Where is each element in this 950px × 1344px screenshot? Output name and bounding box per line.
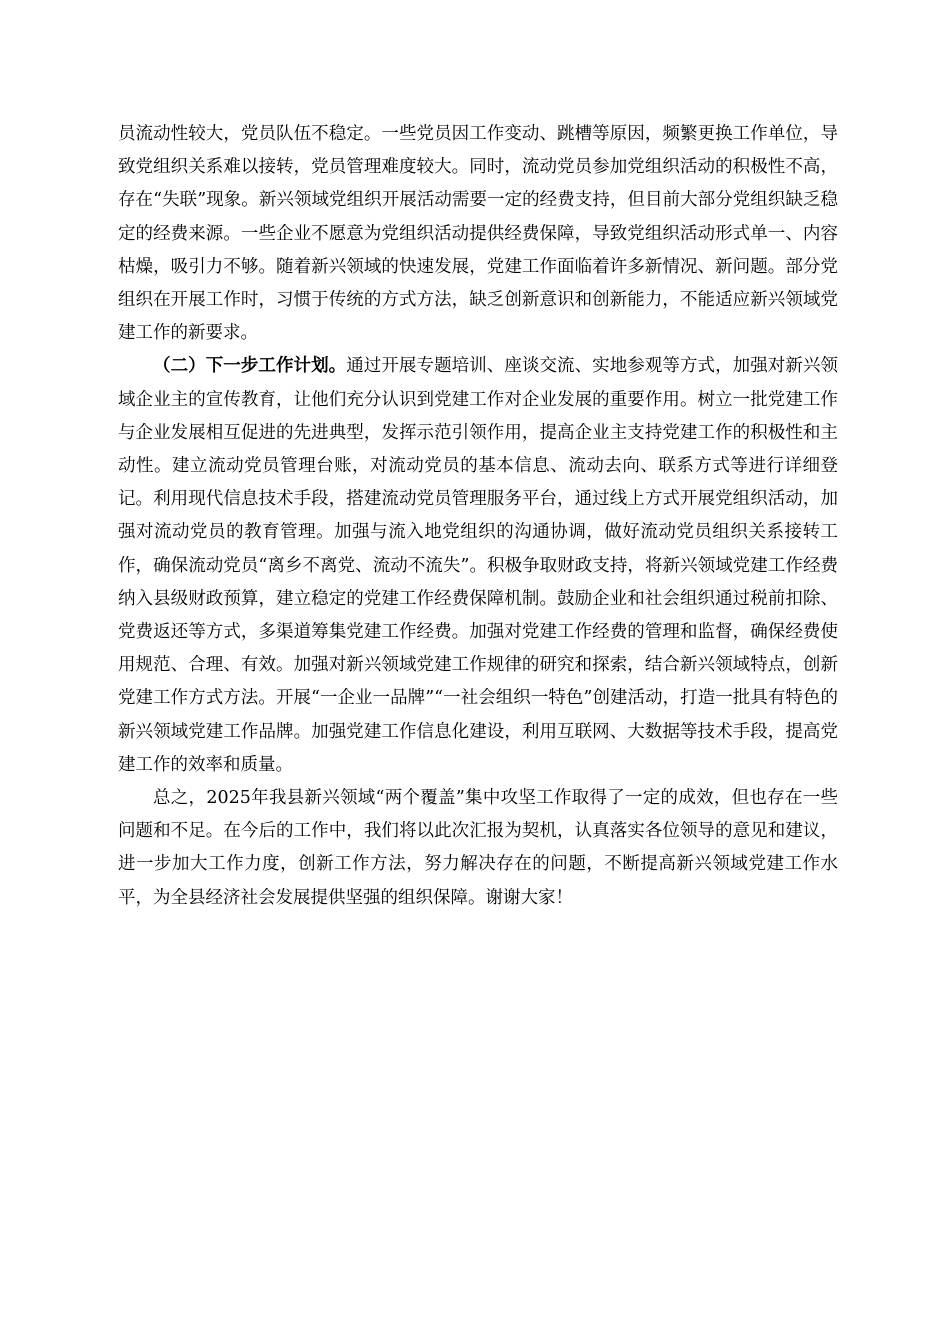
paragraph-text: 总之，2025年我县新兴领域“两个覆盖”集中攻坚工作取得了一定的成效，但也存在一些问题和不足。在今后的工作中，我们将以此次汇报为契机，认真落实各位领导的意见和建议，进一步加大工作力度，创新工作方法，努力解决存在的问题，不断提高新兴领域党建工作水平，为全县经济社会发展提供坚强的组织保障。谢谢大家！ xyxy=(118,788,838,908)
paragraph-text: 通过开展专题培训、座谈交流、实地参观等方式，加强对新兴领域企业主的宣传教育，让他们充分认识到党建工作对企业发展的重要作用。树立一批党建工作与企业发展相互促进的先进典型，发挥示范引领作用，提高企业主支持党建工作的积极性和主动性。建立流动党员管理台账，对流动党员的基本信息、流动去向、联系方式等进行详细登记。利用现代信息技术手段，搭建流动党员管理服务平台，通过线上方式开展党组织活动，加强对流动党员的教育管理。加强与流入地党组织的沟通协调，做好流动党员组织关系接转工作，确保流动党员“离乡不离党、流动不流失”。积极争取财政支持，将新兴领域党建工作经费纳入县级财政预算，建立稳定的党建工作经费保障机制。鼓励企业和社会组织通过税前扣除、党费返还等方式，多渠道筹集党建工作经费。加强对党建工作经费的管理和监督，确保经费使用规范、合理、有效。加强对新兴领域党建工作规律的研究和探索，结合新兴领域特点，创新党建工作方式方法。开展“一企业一品牌”“一社会组织一特色”创建活动，打造一批具有特色的新兴领域党建工作品牌。加强党建工作信息化建设，利用互联网、大数据等技术手段，提高党建工作的效率和质量。 xyxy=(118,356,839,775)
section-heading-next-step: （二）下一步工作计划。 xyxy=(153,356,347,377)
paragraph-text: 员流动性较大，党员队伍不稳定。一些党员因工作变动、跳槽等原因，频繁更换工作单位，导致党组织关系难以接转，党员管理难度较大。同时，流动党员参加党组织活动的积极性不高，存在“失联”现象。新兴领域党组织开展活动需要一定的经费支持，但目前大部分党组织缺乏稳定的经费来源。一些企业不愿意为党组织活动提供经费保障，导致党组织活动形式单一、内容枯燥，吸引力不够。随着新兴领域的快速发展，党建工作面临着许多新情况、新问题。部分党组织在开展工作时，习惯于传统的方式方法，缺乏创新意识和创新能力，不能适应新兴领域党建工作的新要求。 xyxy=(118,124,838,344)
paragraph-conclusion xyxy=(118,782,838,915)
paragraph-next-step-plan xyxy=(118,350,838,782)
document-body xyxy=(118,118,838,915)
paragraph-problems-continued xyxy=(118,118,838,350)
